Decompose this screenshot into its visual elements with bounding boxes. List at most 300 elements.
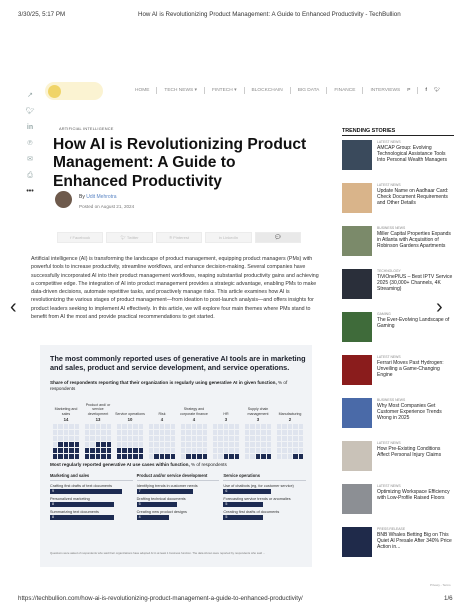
waffle-cell: [107, 448, 111, 453]
function-value: 10: [127, 417, 133, 422]
function-column: [274, 400, 306, 459]
waffle-cell: [58, 430, 62, 435]
waffle-cell: [64, 442, 68, 447]
waffle-cell: [218, 448, 222, 453]
story-thumbnail[interactable]: [342, 484, 372, 514]
function-value: 14: [63, 417, 69, 422]
nav-blockchain[interactable]: BLOCKCHAIN: [251, 88, 283, 93]
waffle-cell: [224, 454, 228, 459]
waffle-cell: [235, 454, 239, 459]
waffle-cell: [256, 436, 260, 441]
print-icon[interactable]: ⎙: [27, 172, 33, 179]
waffle-cell: [53, 442, 57, 447]
trending-story[interactable]: [342, 398, 454, 428]
waffle-cell: [250, 430, 254, 435]
byline: By Udit Mehrotra: [79, 194, 117, 200]
waffle-cell: [282, 448, 286, 453]
waffle-cell: [171, 430, 175, 435]
usecase-column: [137, 473, 220, 520]
waffle-cell: [149, 424, 153, 429]
function-column: [146, 400, 178, 459]
waffle-cell: [203, 454, 207, 459]
divider: [342, 135, 454, 136]
waffle-cell: [122, 442, 126, 447]
waffle-cell: [149, 430, 153, 435]
waffle-cell: [261, 454, 265, 459]
waffle-cell: [235, 424, 239, 429]
waffle-cell: [197, 448, 201, 453]
waffle-cell: [107, 454, 111, 459]
waffle-cell: [64, 424, 68, 429]
waffle-cell: [245, 454, 249, 459]
waffle-cell: [299, 436, 303, 441]
waffle-cell: [149, 442, 153, 447]
story-tag: LATEST NEWS: [377, 484, 401, 488]
waffle-cell: [192, 454, 196, 459]
function-value: 3: [256, 417, 260, 422]
waffle-cell: [117, 430, 121, 435]
waffle-cell: [122, 430, 126, 435]
share-comment-button[interactable]: [255, 232, 301, 243]
story-tag: LATEST NEWS: [377, 183, 401, 187]
usecase-label: Creating new product designs: [136, 510, 187, 514]
waffle-cell: [64, 430, 68, 435]
article-body: Artificial intelligence (AI) is transforming the landscape of product management, equipping product managers (PMs) with powerful tools to increase productivity, streamline workflows, and enhance decision-making. Several companies have successfully incorporated AI into their product management workflows, reaping substantial productivity gains and achieving a competitive edge. The integration of AI into product management provides a strategic advantage, enabling PMs to make data-driven decisions, automate repetitive tasks, and proactively manage risks. This article examines how AI is revolutionizing the various stages of product management—from ideation to post-launch analysis—and offers insights for product leaders seeking to implement AI effectively. In this article, we will explore four main themes where PMs stand to benefit from AI the most and provide practical recommendations to get started.: [31, 256, 319, 321]
waffle-cell: [133, 448, 137, 453]
waffle-cell: [218, 424, 222, 429]
usecase-bar: 4: [137, 515, 169, 520]
waffle-cell: [117, 448, 121, 453]
waffle-grid: [213, 424, 239, 459]
waffle-cell: [261, 442, 265, 447]
story-title[interactable]: Miller Capital Properties Expands in Atlanta with Acquisition of Robinson Gardens Apartments: [377, 231, 451, 250]
waffle-cell: [69, 430, 73, 435]
waffle-cell: [58, 436, 62, 441]
waffle-cell: [250, 448, 254, 453]
waffle-cell: [154, 448, 158, 453]
story-title[interactable]: TiViOnePlUS – Best IPTV Service 2025 (30,000+ Channels, 4K Streaming): [377, 274, 453, 293]
waffle-cell: [122, 424, 126, 429]
waffle-cell: [101, 430, 105, 435]
waffle-cell: [69, 442, 73, 447]
waffle-cell: [192, 442, 196, 447]
waffle-cell: [165, 430, 169, 435]
waffle-cell: [139, 424, 143, 429]
waffle-cell: [90, 442, 94, 447]
waffle-cell: [213, 436, 217, 441]
waffle-cell: [165, 454, 169, 459]
trending-story[interactable]: [342, 269, 454, 299]
waffle-cell: [133, 430, 137, 435]
nav-tech-news[interactable]: TECH NEWS ▾: [164, 88, 197, 93]
waffle-cell: [181, 454, 185, 459]
waffle-cell: [293, 442, 297, 447]
waffle-cell: [224, 448, 228, 453]
infographic-source: Questions were asked of respondents who said their organizations have adopted AI in at least 1 business function. The data shown were reported by respondents who said ...: [50, 551, 266, 555]
waffle-cell: [288, 436, 292, 441]
waffle-cell: [197, 424, 201, 429]
waffle-cell: [256, 424, 260, 429]
waffle-cell: [256, 454, 260, 459]
story-thumbnail[interactable]: [342, 355, 372, 385]
more-icon[interactable]: •••: [26, 188, 34, 195]
function-columns: [50, 400, 306, 459]
waffle-cell: [128, 448, 132, 453]
waffle-grid: [85, 424, 111, 459]
function-label: Manufacturing: [278, 411, 302, 416]
waffle-cell: [277, 442, 281, 447]
story-thumbnail[interactable]: [342, 183, 372, 213]
waffle-cell: [149, 448, 153, 453]
story-thumbnail[interactable]: [342, 269, 372, 299]
trending-story[interactable]: [342, 484, 454, 514]
waffle-cell: [58, 424, 62, 429]
story-title[interactable]: Optimizing Workspace Efficiency with Low-Profile Raised Floors: [377, 489, 450, 502]
waffle-cell: [245, 424, 249, 429]
function-label: Risk: [158, 411, 166, 416]
waffle-cell: [96, 448, 100, 453]
waffle-cell: [293, 430, 297, 435]
nav-home[interactable]: HOME: [135, 88, 150, 93]
share-pinterest-button[interactable]: ℗ Pinterest: [156, 232, 202, 243]
waffle-cell: [181, 424, 185, 429]
nav-finance[interactable]: FINANCE: [334, 88, 356, 93]
waffle-cell: [69, 454, 73, 459]
pinterest-icon: ℗: [169, 235, 174, 240]
waffle-cell: [133, 424, 137, 429]
waffle-cell: [160, 430, 164, 435]
story-tag: GAMING: [377, 312, 391, 316]
story-thumbnail[interactable]: [342, 226, 372, 256]
waffle-cell: [282, 454, 286, 459]
waffle-cell: [154, 454, 158, 459]
waffle-cell: [149, 454, 153, 459]
waffle-cell: [203, 430, 207, 435]
waffle-cell: [128, 442, 132, 447]
waffle-cell: [128, 424, 132, 429]
function-value: 2: [288, 417, 292, 422]
waffle-cell: [213, 442, 217, 447]
waffle-cell: [299, 448, 303, 453]
waffle-cell: [299, 424, 303, 429]
usecase-label: Identifying trends in customer needs: [136, 484, 198, 488]
waffle-cell: [197, 442, 201, 447]
waffle-cell: [218, 430, 222, 435]
linkedin-icon: in: [218, 235, 223, 240]
chevron-left-icon[interactable]: ‹: [10, 296, 17, 318]
waffle-cell: [186, 424, 190, 429]
waffle-cell: [245, 430, 249, 435]
waffle-cell: [277, 448, 281, 453]
waffle-cell: [299, 430, 303, 435]
story-thumbnail[interactable]: [342, 441, 372, 471]
site-logo[interactable]: [45, 82, 103, 100]
waffle-cell: [85, 442, 89, 447]
article-category[interactable]: ARTIFICIAL INTELLIGENCE: [59, 126, 114, 131]
story-tag: BUSINESS NEWS: [377, 226, 406, 230]
waffle-cell: [192, 430, 196, 435]
story-thumbnail[interactable]: [342, 398, 372, 428]
comment-icon: 💬︎: [274, 235, 282, 241]
waffle-cell: [245, 448, 249, 453]
waffle-cell: [293, 454, 297, 459]
waffle-cell: [235, 430, 239, 435]
waffle-cell: [261, 424, 265, 429]
waffle-cell: [139, 454, 143, 459]
waffle-cell: [288, 442, 292, 447]
waffle-cell: [181, 436, 185, 441]
trending-story[interactable]: [342, 527, 454, 557]
waffle-cell: [186, 454, 190, 459]
waffle-grid: [181, 424, 207, 459]
function-column: [50, 400, 82, 459]
print-date: 3/30/25, 5:17 PM: [18, 11, 66, 18]
story-tag: LATEST NEWS: [377, 140, 401, 144]
waffle-cell: [160, 454, 164, 459]
waffle-cell: [133, 442, 137, 447]
waffle-cell: [107, 430, 111, 435]
waffle-cell: [192, 424, 196, 429]
share-sidebar: [22, 92, 38, 195]
waffle-cell: [197, 436, 201, 441]
waffle-cell: [128, 436, 132, 441]
story-tag: BUSINESS NEWS: [377, 398, 406, 402]
waffle-cell: [218, 442, 222, 447]
waffle-cell: [288, 424, 292, 429]
nav-fintech[interactable]: FINTECH ▾: [211, 88, 237, 93]
twitter-icon[interactable]: 🐦︎: [434, 88, 441, 93]
post-date: Posted on August 21, 2024: [79, 204, 135, 209]
waffle-cell: [224, 436, 228, 441]
usecase-bar: 8: [50, 515, 114, 520]
waffle-cell: [165, 424, 169, 429]
waffle-cell: [261, 448, 265, 453]
waffle-cell: [165, 442, 169, 447]
trending-story[interactable]: [342, 183, 454, 213]
waffle-cell: [229, 454, 233, 459]
waffle-cell: [203, 436, 207, 441]
waffle-cell: [165, 436, 169, 441]
waffle-cell: [85, 436, 89, 441]
waffle-cell: [250, 436, 254, 441]
story-title[interactable]: Ferrari Moves Past Hydrogen: Unveiling a Game-Changing Engine: [377, 360, 444, 379]
waffle-cell: [277, 430, 281, 435]
waffle-cell: [85, 424, 89, 429]
waffle-cell: [75, 448, 79, 453]
waffle-cell: [245, 442, 249, 447]
waffle-cell: [267, 442, 271, 447]
function-label: Product and/ or service development: [85, 403, 111, 416]
email-icon[interactable]: ✉: [27, 156, 33, 163]
waffle-cell: [69, 436, 73, 441]
chevron-right-icon[interactable]: ›: [436, 296, 443, 318]
waffle-cell: [53, 448, 57, 453]
waffle-cell: [203, 442, 207, 447]
waffle-cell: [53, 436, 57, 441]
waffle-cell: [192, 436, 196, 441]
waffle-cell: [224, 430, 228, 435]
story-tag: PRESS RELEASE: [377, 527, 406, 531]
waffle-cell: [96, 430, 100, 435]
waffle-cell: [85, 454, 89, 459]
story-title[interactable]: Update Name on Aadhaar Card: Check Document Requirements and Other Details: [377, 188, 449, 207]
story-title[interactable]: Why Most Companies Get Customer Experience Trends Wrong in 2025: [377, 403, 442, 422]
waffle-cell: [181, 430, 185, 435]
waffle-cell: [171, 424, 175, 429]
waffle-cell: [186, 430, 190, 435]
waffle-cell: [69, 424, 73, 429]
waffle-cell: [90, 436, 94, 441]
waffle-cell: [267, 436, 271, 441]
waffle-cell: [75, 424, 79, 429]
waffle-cell: [90, 454, 94, 459]
waffle-cell: [282, 436, 286, 441]
waffle-grid: [53, 424, 79, 459]
waffle-cell: [229, 424, 233, 429]
function-column: [114, 400, 146, 459]
share-facebook-button[interactable]: f Facebook: [57, 232, 103, 243]
waffle-cell: [139, 430, 143, 435]
waffle-cell: [96, 454, 100, 459]
usecase-header: Marketing and sales: [50, 473, 133, 481]
waffle-grid: [149, 424, 175, 459]
waffle-cell: [96, 424, 100, 429]
story-title[interactable]: How Pre-Existing Conditions Affect Personal Injury Claims: [377, 446, 442, 459]
story-thumbnail[interactable]: [342, 312, 372, 342]
waffle-cell: [75, 430, 79, 435]
waffle-grid: [117, 424, 143, 459]
waffle-cell: [58, 448, 62, 453]
waffle-cell: [122, 454, 126, 459]
waffle-cell: [282, 424, 286, 429]
trending-story[interactable]: [342, 140, 454, 170]
waffle-cell: [160, 424, 164, 429]
waffle-cell: [117, 454, 121, 459]
waffle-cell: [64, 436, 68, 441]
function-column: [210, 400, 242, 459]
story-title[interactable]: AMCAP Group: Evolving Technological Assistance Tools Into Personal Wealth Managers: [377, 145, 447, 164]
waffle-cell: [229, 442, 233, 447]
waffle-cell: [186, 436, 190, 441]
usecase-label: Drafting technical documents: [136, 497, 186, 501]
nav-big-data[interactable]: BIG DATA: [297, 88, 320, 93]
waffle-cell: [256, 442, 260, 447]
author-avatar[interactable]: [55, 191, 72, 208]
trending-story[interactable]: [342, 312, 454, 342]
waffle-cell: [192, 448, 196, 453]
usecase-label: Crafting first drafts of text documents: [50, 484, 113, 488]
waffle-cell: [58, 454, 62, 459]
waffle-cell: [282, 430, 286, 435]
waffle-cell: [90, 430, 94, 435]
waffle-cell: [53, 430, 57, 435]
author-link[interactable]: Udit Mehrotra: [86, 194, 117, 200]
waffle-cell: [288, 448, 292, 453]
usecase-label: Forecasting service trends or anomalies: [223, 497, 291, 501]
waffle-cell: [160, 442, 164, 447]
story-thumbnail[interactable]: [342, 527, 372, 557]
waffle-grid: [245, 424, 271, 459]
usecases-subtitle: Most regularly reported generative AI use cases within function, % of respondents: [50, 462, 227, 467]
usecase-label: Creating first drafts of documents: [223, 510, 280, 514]
waffle-cell: [288, 454, 292, 459]
trending-story[interactable]: [342, 441, 454, 471]
waffle-cell: [69, 448, 73, 453]
waffle-cell: [154, 430, 158, 435]
share-bar: [57, 232, 301, 243]
waffle-cell: [107, 436, 111, 441]
waffle-cell: [58, 442, 62, 447]
footer-url: https://techbullion.com/how-ai-is-revolutionizing-product-management-a-guide-to-enhanced-productivity/: [18, 595, 303, 602]
usecase-column: [223, 473, 306, 520]
waffle-cell: [122, 436, 126, 441]
waffle-cell: [139, 448, 143, 453]
waffle-cell: [53, 424, 57, 429]
story-title[interactable]: BNB Whales Betting Big on This Quiet AI Presale After 340% Price Action in...: [377, 532, 452, 551]
trending-story[interactable]: [342, 226, 454, 256]
pinterest-icon[interactable]: ℗: [27, 140, 33, 147]
waffle-cell: [203, 424, 207, 429]
function-value: 3: [224, 417, 228, 422]
waffle-cell: [224, 424, 228, 429]
waffle-cell: [267, 424, 271, 429]
function-column: [242, 400, 274, 459]
waffle-cell: [171, 442, 175, 447]
share-twitter-button[interactable]: 🐦︎ Twitter: [106, 232, 152, 243]
waffle-cell: [154, 442, 158, 447]
waffle-cell: [128, 430, 132, 435]
story-thumbnail[interactable]: [342, 140, 372, 170]
usecase-label: Summarizing text documents: [50, 510, 99, 514]
waffle-cell: [250, 454, 254, 459]
waffle-cell: [96, 436, 100, 441]
waffle-cell: [250, 442, 254, 447]
waffle-cell: [64, 454, 68, 459]
recaptcha-terms[interactable]: Privacy - Terms: [430, 583, 451, 587]
share-icon[interactable]: ↗: [27, 92, 33, 99]
infographic-subtitle: Share of respondents reporting that their organization is regularly using generative AI in given function, % of respondents: [50, 380, 288, 391]
waffle-cell: [282, 442, 286, 447]
function-label: Strategy and corporate finance: [180, 407, 208, 416]
usecase-label: Personalized marketing: [50, 497, 90, 501]
main-nav: [135, 87, 440, 94]
nav-interviews[interactable]: INTERVIEWS: [370, 88, 401, 93]
trending-story[interactable]: [342, 355, 454, 385]
waffle-cell: [293, 424, 297, 429]
twitter-icon[interactable]: 🐦︎: [25, 108, 35, 115]
share-linkedin-button[interactable]: in LinkedIn: [205, 232, 251, 243]
story-tag: LATEST NEWS: [377, 355, 401, 359]
facebook-icon[interactable]: f: [425, 88, 428, 93]
waffle-cell: [229, 430, 233, 435]
story-title[interactable]: The Ever-Evolving Landscape of Gaming: [377, 317, 450, 330]
waffle-cell: [250, 424, 254, 429]
waffle-cell: [256, 448, 260, 453]
waffle-cell: [122, 448, 126, 453]
nav-more-icon[interactable]: P: [407, 88, 411, 93]
linkedin-icon[interactable]: in: [26, 124, 34, 131]
usecase-label: Use of chatbots (eg, for customer service): [223, 484, 294, 488]
usecase-bar: 5: [223, 502, 263, 507]
facebook-icon: f: [70, 235, 73, 240]
waffle-cell: [181, 448, 185, 453]
waffle-cell: [267, 430, 271, 435]
waffle-cell: [218, 454, 222, 459]
waffle-cell: [90, 448, 94, 453]
function-label: Marketing and sales: [54, 407, 78, 416]
waffle-cell: [213, 448, 217, 453]
waffle-cell: [165, 448, 169, 453]
